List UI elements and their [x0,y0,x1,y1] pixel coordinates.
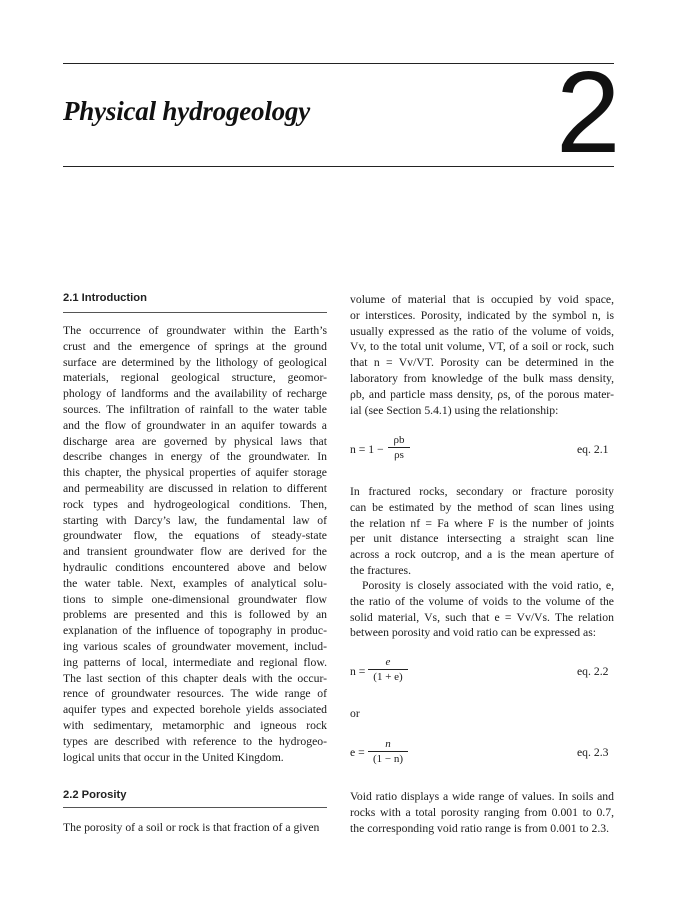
text-line: problems are presented and this is followed by an [63,608,327,622]
text-line: can be estimated by the method of scan lines using [350,500,614,514]
equation-2-1-fraction [388,434,410,463]
text-line: the corresponding void ratio range is from 0.001 to 2.3. [350,821,610,835]
text-line: with sedimentary, metamorphic and igneous rock [63,718,327,732]
equation-2-2-label: eq. 2.2 [577,665,609,678]
introduction-paragraph [63,323,327,765]
fraction-denominator: ρs [394,449,404,461]
top-rule [63,63,614,64]
section-heading-porosity: 2.2 Porosity [63,789,127,801]
text-line: In fractured rocks, secondary or fracture porosity [350,485,614,498]
section-heading-introduction: 2.1 Introduction [63,292,147,304]
text-line: this chapter, the physical properties of aquifer storage [63,466,327,480]
text-line: materials, regional geological structure, geomor- [63,371,327,385]
fraction-denominator: (1 + e) [373,671,403,683]
text-line: per unit distance intersecting a straight scan line [350,532,614,546]
equation-2-2-fraction [368,656,408,685]
text-line: describe changes in energy of the groundwater. In [63,450,327,464]
text-line: explanation of the influence of topography in produc- [63,624,327,638]
text-line: logical units that occur in the United Kingdom. [63,750,284,764]
text-line: usually expressed as the ratio of the volume of voids, [350,324,614,338]
text-line: rock types and hydrogeological conditions. Then, [63,497,327,511]
text-line: and the flow of groundwater in an aquifer towards a [63,418,327,432]
text-line: and transient groundwater flow are derived for the [63,545,327,559]
right-paragraph-3 [350,578,614,641]
fraction-numerator: n [385,738,391,750]
text-line: and permeability are discussed in relation to different [63,481,327,495]
text-line: the water table. Next, examples of analytical solu- [63,576,327,590]
text-line: ρb, and particle mass density, ρs, of the porous mater- [350,387,614,401]
text-line: aquifer types and expected borehole yields associated [63,703,327,717]
right-paragraph-4 [350,789,614,836]
or-text: or [350,707,360,720]
fraction-numerator: ρb [393,434,405,446]
fraction-numerator: e [385,656,391,668]
text-line: types are described with reference to the hydrogeo- [63,734,327,748]
text-line: that n = Vv/VT. Porosity can be determined in the [350,356,614,370]
text-line: volume of material that is occupied by void space, [350,293,614,306]
text-line: the ratio of the volume of voids to the volume of the [350,594,614,608]
text-line: crust and the emergence of springs at the ground [63,339,327,353]
equation-2-2-lhs: n = [350,665,366,678]
text-line: phology of landforms and the availability of recharge [63,387,327,401]
right-paragraph-1 [350,292,614,418]
text-line: surface are determined by the lithology of geological [63,355,327,369]
text-line: groundwater flow, the equations of steady-state [63,529,327,543]
equation-2-1-label: eq. 2.1 [577,443,609,456]
text-line: rence of groundwater resources. The wide range of [63,687,327,701]
text-line: across a rock outcrop, and a is the mean aperture of [350,548,614,562]
title-bottom-rule [63,166,614,167]
equation-2-3-lhs: e = [350,746,365,759]
text-line: hydraulic conditions encountered above and below [63,560,327,574]
equation-2-1-lhs: n = 1 − [350,443,384,456]
text-line: solid material, Vs, such that e = Vv/Vs. The relation [350,610,614,624]
text-line: ing patterns of local, intermediate and regional flow. [63,655,327,669]
text-line: tions to simple one-dimensional groundwater flow [63,592,327,606]
text-line: the relation nf = Fa where F is the number of joints [350,516,614,530]
text-line: The porosity of a soil or rock is that fraction of a given [63,821,320,834]
text-line: or interstices. Porosity, indicated by the symbol n, is [350,308,614,322]
text-line: ial (see Section 5.4.1) using the relationship: [350,403,559,417]
text-line: sources. The infiltration of rainfall to the water table [63,402,327,416]
text-line: laboratory from knowledge of the bulk mass density, [350,371,614,385]
text-line: The occurrence of groundwater within the Earth’s [63,324,327,337]
section-rule-porosity [63,807,327,808]
text-line: between porosity and void ratio can be expressed as: [350,626,597,640]
chapter-number: 2 [556,47,619,177]
chapter-title: Physical hydrogeology [63,96,311,126]
text-line: Void ratio displays a wide range of values. In soils and [350,790,614,803]
text-line: Porosity is closely associated with the void ratio, e, [362,579,614,592]
equation-2-3-fraction [368,738,408,767]
text-line: The last section of this chapter deals with the occur- [63,671,327,685]
text-line: rocks with a total porosity ranging from 0.001 to 0.7, [350,805,614,819]
text-line: starting with Darcy’s law, the fundamental law of [63,513,327,527]
right-paragraph-2 [350,484,614,579]
text-line: ing various scales of groundwater movement, includ- [63,639,327,653]
section-rule-introduction [63,312,327,313]
text-line: discharge area are governed by physical laws that [63,434,327,448]
text-line: Vv, to the total unit volume, VT, of a soil or rock, such [350,340,614,354]
fraction-denominator: (1 − n) [372,753,404,765]
text-line: the fractures. [350,563,411,577]
porosity-first-line [63,820,327,836]
equation-2-3-label: eq. 2.3 [577,746,609,759]
